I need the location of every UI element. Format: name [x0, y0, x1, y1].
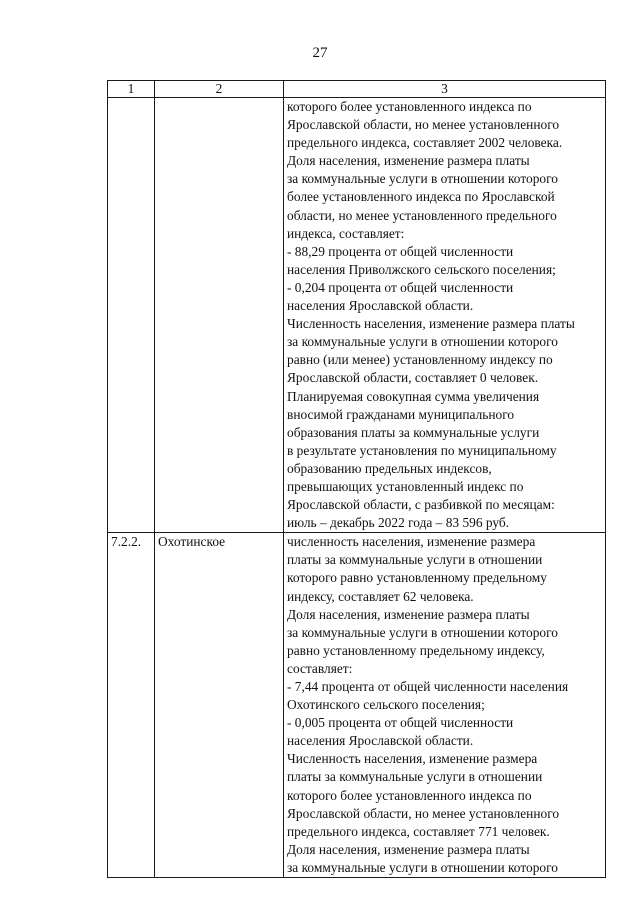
text-line: населения Приволжского сельского поселения;: [287, 261, 556, 277]
text-line: превышающих установленный индекс по: [287, 478, 524, 494]
text-line: составляет:: [287, 660, 353, 676]
data-table: [107, 80, 606, 878]
table-row: [108, 533, 606, 878]
text-line: населения Ярославской области.: [287, 298, 474, 314]
text-line: Доля населения, изменение размера платы: [287, 153, 530, 169]
text-line: - 7,44 процента от общей численности населения: [287, 679, 569, 694]
column-header-3: 3: [284, 81, 606, 98]
text-line: платы за коммунальные услуги в отношении: [287, 769, 543, 785]
column-header-1: 1: [108, 81, 155, 98]
text-line: области, но менее установленного предельного: [287, 207, 557, 223]
table-header-row: [108, 81, 606, 98]
text-line: предельного индекса, составляет 2002 человека.: [287, 135, 563, 151]
text-line: июль – декабрь 2022 года – 83 596 руб.: [287, 515, 510, 531]
table-row: [108, 98, 606, 533]
text-line: индексу, составляет 62 человека.: [287, 588, 474, 604]
text-line: за коммунальные услуги в отношении которого: [287, 171, 558, 187]
row-description: [284, 533, 606, 878]
row-number: [108, 98, 155, 533]
text-line: численность населения, изменение размера: [287, 534, 536, 550]
text-line: Планируемая совокупная сумма увеличения: [287, 388, 540, 404]
column-header-2: 2: [155, 81, 284, 98]
text-line: Ярославской области, но менее установленного: [287, 117, 560, 133]
text-line: в результате установления по муниципальному: [287, 442, 557, 458]
text-line: равно установленному предельному индексу,: [287, 642, 545, 658]
text-line: индекса, составляет:: [287, 225, 405, 241]
text-line: которого более установленного индекса по: [287, 787, 532, 803]
text-line: за коммунальные услуги в отношении которого: [287, 334, 558, 350]
text-line: платы за коммунальные услуги в отношении: [287, 552, 543, 568]
text-line: которого более установленного индекса по: [287, 99, 532, 114]
text-line: образования платы за коммунальные услуги: [287, 424, 540, 440]
text-line: более установленного индекса по Ярославской: [287, 189, 555, 205]
text-line: Ярославской области, но менее установленного: [287, 805, 560, 821]
text-line: Доля населения, изменение размера платы: [287, 841, 530, 857]
text-line: предельного индекса, составляет 771 человек.: [287, 823, 550, 839]
text-line: Численность населения, изменение размера платы: [287, 316, 575, 332]
text-line: - 0,005 процента от общей численности: [287, 715, 514, 731]
text-line: - 0,204 процента от общей численности: [287, 279, 514, 295]
settlement-name: Охотинское: [155, 533, 284, 878]
text-line: которого равно установленному предельному: [287, 570, 547, 586]
text-line: Ярославской области, составляет 0 человек.: [287, 370, 539, 386]
text-line: Численность населения, изменение размера: [287, 751, 538, 767]
text-line: Охотинского сельского поселения;: [287, 697, 485, 713]
text-line: равно (или менее) установленному индексу по: [287, 352, 553, 368]
page-number: 27: [312, 45, 328, 61]
text-line: вносимой гражданами муниципального: [287, 406, 515, 422]
settlement-name: [155, 98, 284, 533]
text-line: Ярославской области, с разбивкой по месяцам:: [287, 497, 555, 513]
text-line: Доля населения, изменение размера платы: [287, 606, 530, 622]
row-description: [284, 98, 606, 533]
text-line: - 88,29 процента от общей численности: [287, 243, 514, 259]
text-line: за коммунальные услуги в отношении которого: [287, 624, 558, 640]
text-line: за коммунальные услуги в отношении которого: [287, 859, 558, 875]
text-line: населения Ярославской области.: [287, 733, 474, 749]
text-line: образованию предельных индексов,: [287, 460, 492, 476]
row-number: 7.2.2.: [108, 533, 155, 878]
